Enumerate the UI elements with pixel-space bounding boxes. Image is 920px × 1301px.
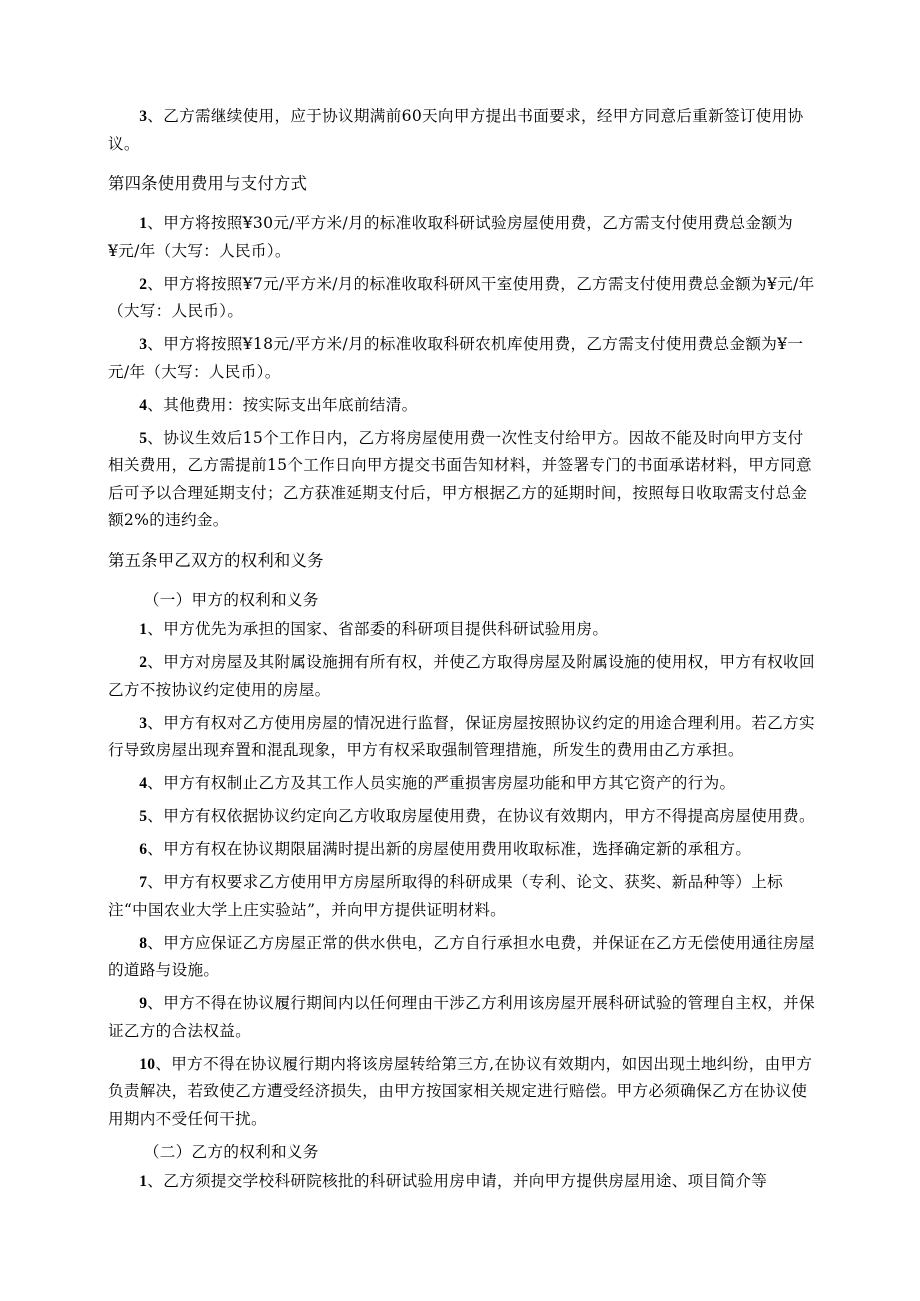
clause-5a-7: 7、甲方有权要求乙方使用甲方房屋所取得的科研成果（专利、论文、获奖、新品种等）上标注“中国农业大学上庄实验站”，并向甲方提供证明材料。 [108,873,784,919]
document-page [108,103,816,1201]
clause-4-2: 2、甲方将按照¥7元/平方米/月的标准收取科研风干室使用费，乙方需支付使用费总金额为¥元/年（大写：人民币）。 [108,274,815,320]
clause-5a-9: 9、甲方不得在协议履行期间内以任何理由干涉乙方利用该房屋开展科研试验的管理自主权，并保证乙方的合法权益。 [108,994,815,1040]
clause-5b-1: 1、乙方须提交学校科研院核批的科研试验用房申请，并向甲方提供房屋用途、项目简介等 [139,1172,768,1190]
section-party-b-heading: （二）乙方的权利和义务 [143,1142,319,1161]
clause-3-3: 3、乙方需继续使用，应于协议期满前60天向甲方提出书面要求，经甲方同意后重新签订使用协议。 [108,107,804,153]
clause-4-3: 3、甲方将按照¥18元/平方米/月的标准收取科研农机库使用费，乙方需支付使用费总金额为¥一元/年（大写：人民币）。 [108,335,804,381]
clause-5a-4: 4、甲方有权制止乙方及其工作人员实施的严重损害房屋功能和甲方其它资产的行为。 [139,774,736,792]
clause-5a-2: 2、甲方对房屋及其附属设施拥有所有权，并使乙方取得房屋及附属设施的使用权，甲方有权收回乙方不按协议约定使用的房屋。 [108,653,815,699]
article-5-heading: 第五条甲乙双方的权利和义务 [108,550,324,570]
clause-4-1: 1、甲方将按照¥30元/平方米/月的标准收取科研试验房屋使用费，乙方需支付使用费总金额为¥元/年（大写：人民币）。 [108,214,794,260]
clause-4-4: 4、其他费用：按实际支出年底前结清。 [139,395,418,414]
section-party-a-heading: （一）甲方的权利和义务 [143,590,319,609]
clause-4-5: 5、协议生效后15个工作日内，乙方将房屋使用费一次性支付给甲方。因故不能及时向甲方支付相关费用，乙方需提前15个工作日向甲方提交书面告知材料，并签署专门的书面承诺材料，甲方同意后可予以合理延期支付；乙方获准延期支付后，甲方根据乙方的延期时间，按照每日收取需支付总金额2%的违约金。 [108,428,812,529]
clause-5a-6: 6、甲方有权在协议期限届满时提出新的房屋使用费用收取标准，选择确定新的承租方。 [139,840,752,858]
clause-5a-5: 5、甲方有权依据协议约定向乙方收取房屋使用费，在协议有效期内，甲方不得提高房屋使用费。 [139,807,815,825]
article-4-heading: 第四条使用费用与支付方式 [108,174,308,193]
clause-5a-8: 8、甲方应保证乙方房屋正常的供水供电，乙方自行承担水电费，并保证在乙方无偿使用通往房屋的道路与设施。 [108,933,815,979]
clause-5a-1: 1、甲方优先为承担的国家、省部委的科研项目提供科研试验用房。 [139,620,609,638]
clause-5a-10: 10、甲方不得在协议履行期内将该房屋转给第三方,在协议有效期内，如因出现土地纠纷，由甲方负责解决，若致使乙方遭受经济损失，由甲方按国家相关规定进行赔偿。甲方必须确保乙方在协议使用期内不受任何干扰。 [108,1054,813,1128]
clause-5a-3: 3、甲方有权对乙方使用房屋的情况进行监督，保证房屋按照协议约定的用途合理利用。若乙方实行导致房屋出现弃置和混乱现象，甲方有权采取强制管理措施，所发生的费用由乙方承担。 [108,713,815,759]
